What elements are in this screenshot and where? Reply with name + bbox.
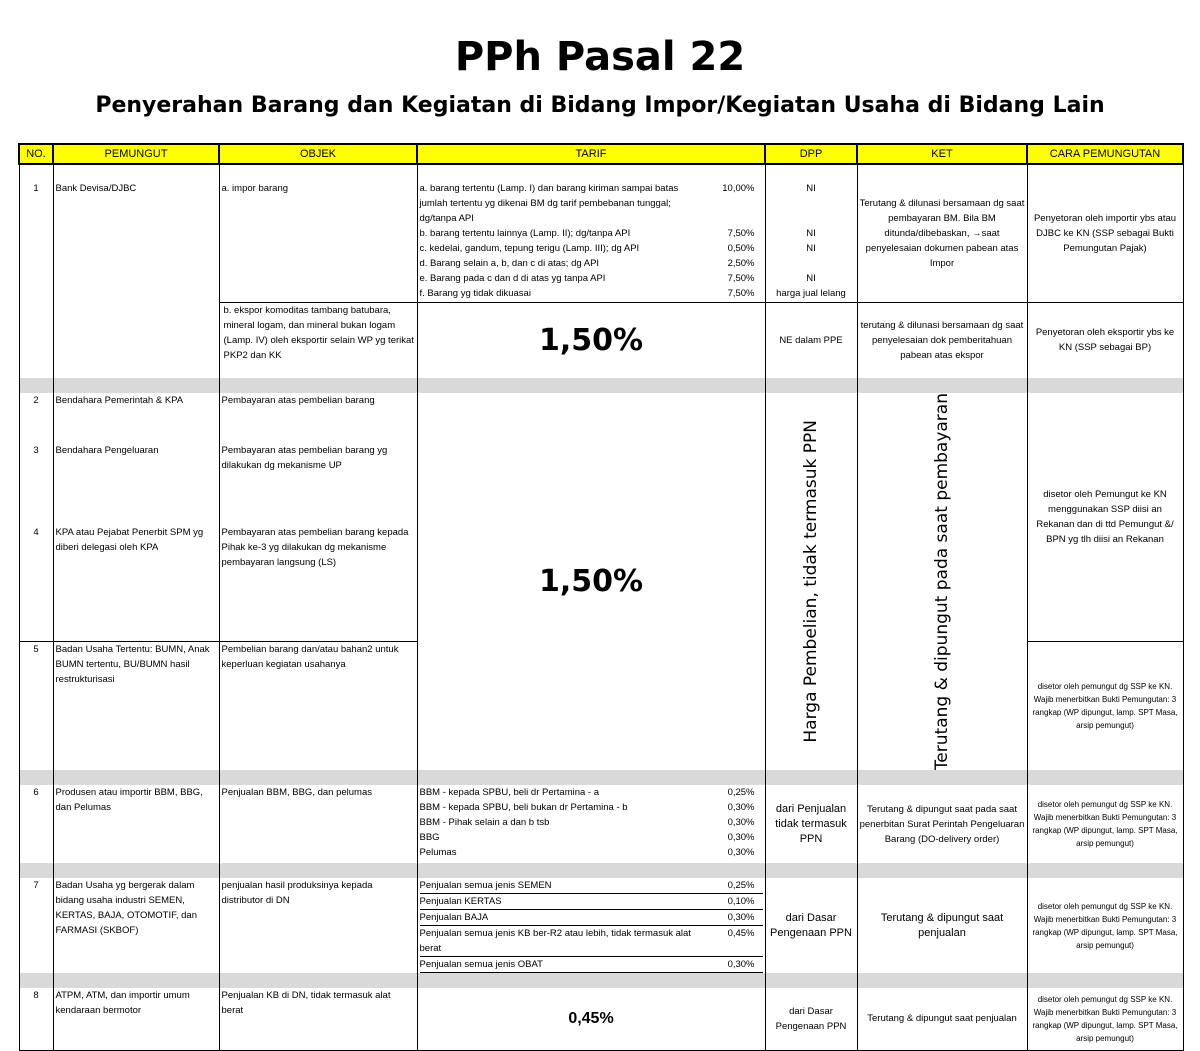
cara-cell: disetor oleh pemungut dg SSP ke KN. Wajib menerbitkan Bukti Pemungutan: 3 rangkap (WP dipungut, lamp. SPT Masa, arsip pemungut) bbox=[1027, 785, 1183, 863]
header-pemungut: PEMUNGUT bbox=[53, 144, 219, 164]
table-row bbox=[19, 302, 1183, 378]
header-objek: OBJEK bbox=[219, 144, 417, 164]
separator-row bbox=[19, 973, 1183, 988]
row-no: 7 bbox=[19, 878, 53, 973]
dpp-cell: NI NI NI NI harga jual lelang bbox=[765, 164, 857, 302]
table-row bbox=[19, 164, 1183, 302]
pemungut-cell: Badan Usaha yg bergerak dalam bidang usaha industri SEMEN, KERTAS, BAJA, OTOMOTIF, dan FARMASI (SKBOF) bbox=[53, 878, 219, 973]
ket-cell: Terutang & dipungut saat penjualan bbox=[857, 878, 1027, 973]
cara-cell: disetor oleh pemungut dg SSP ke KN. Wajib menerbitkan Bukti Pemungutan: 3 rangkap (WP dipungut, lamp. SPT Masa, arsip pemungut) bbox=[1027, 878, 1183, 973]
tarif-line: f. Barang yg tidak dikuasai 7,50% bbox=[419, 288, 755, 299]
tarif-value: 1,50% bbox=[417, 393, 765, 770]
cara-cell: disetor oleh Pemungut ke KN menggunakan SSP diisi an Rekanan dan di ttd Pemungut &/ BPN yg tlh diisi an Rekanan bbox=[1027, 393, 1183, 641]
ket-cell: Terutang & dipungut pada saat pembayaran bbox=[857, 393, 1027, 770]
objek-cell: Pembayaran atas pembelian barang kepada Pihak ke-3 yg dilakukan dg mekanisme pembayaran langsung (LS) bbox=[219, 525, 417, 641]
ket-cell: Terutang & dilunasi bersamaan dg saat pembayaran BM. Bila BM ditunda/dibebaskan, →saat penyelesaian dokumen pabean atas Impor bbox=[857, 164, 1027, 302]
header-dpp: DPP bbox=[765, 144, 857, 164]
row-no: 2 bbox=[19, 393, 53, 443]
ket-cell: Terutang & dipungut saat pada saat penerbitan Surat Perintah Pengeluaran Barang (DO-delivery order) bbox=[857, 785, 1027, 863]
pemungut-cell: KPA atau Pejabat Penerbit SPM yg diberi delegasi oleh KPA bbox=[53, 525, 219, 641]
tarif-cell bbox=[417, 785, 765, 863]
pph22-table bbox=[18, 143, 1184, 1051]
objek-cell: b. ekspor komoditas tambang batubara, mineral logam, dan mineral bukan logam (Lamp. IV) oleh eksportir selain WP yg terikat PKP2 dan KK bbox=[219, 302, 417, 378]
tarif-line: e. Barang pada c dan d di atas yg tanpa API 7,50% bbox=[419, 273, 755, 284]
tarif-line: Penjualan semua jenis OBAT 0,30% bbox=[420, 957, 763, 973]
page-subtitle: Penyerahan Barang dan Kegiatan di Bidang Impor/Kegiatan Usaha di Bidang Lain bbox=[95, 93, 1105, 118]
pemungut-cell: ATPM, ATM, dan importir umum kendaraan bermotor bbox=[53, 988, 219, 1050]
cara-cell: Penyetoran oleh eksportir ybs ke KN (SSP sebagai BP) bbox=[1027, 302, 1183, 378]
row-no: 4 bbox=[19, 525, 53, 641]
objek-cell: Pembayaran atas pembelian barang yg dilakukan dg mekanisme UP bbox=[219, 443, 417, 526]
objek-cell: Pembayaran atas pembelian barang bbox=[219, 393, 417, 443]
dpp-cell: dari Dasar Pengenaan PPN bbox=[765, 988, 857, 1050]
dpp-cell: dari Dasar Pengenaan PPN bbox=[765, 878, 857, 973]
row-no: 1 bbox=[19, 164, 53, 302]
objek-cell: Penjualan KB di DN, tidak termasuk alat berat bbox=[219, 988, 417, 1050]
table-row bbox=[19, 878, 1183, 973]
tarif-line: BBM - kepada SPBU, beli bukan dr Pertamina - b 0,30% bbox=[419, 802, 755, 814]
tarif-line: BBM - Pihak selain a dan b tsb 0,30% bbox=[419, 817, 755, 829]
objek-cell: a. impor barang bbox=[219, 164, 417, 302]
cara-cell: disetor oleh pemungut dg SSP ke KN. Wajib menerbitkan Bukti Pemungutan: 3 rangkap (WP dipungut, lamp. SPT Masa, arsip pemungut) bbox=[1027, 988, 1183, 1050]
pemungut-cell: Bendahara Pemerintah & KPA bbox=[53, 393, 219, 443]
table-row bbox=[19, 785, 1183, 863]
pemungut-cell: Bendahara Pengeluaran bbox=[53, 443, 219, 526]
objek-cell: Pembelian barang dan/atau bahan2 untuk keperluan kegiatan usahanya bbox=[219, 641, 417, 770]
objek-cell: Penjualan BBM, BBG, dan pelumas bbox=[219, 785, 417, 863]
tarif-line: Penjualan BAJA 0,30% bbox=[420, 910, 763, 926]
pemungut-cell: Produsen atau importir BBM, BBG, dan Pelumas bbox=[53, 785, 219, 863]
pemungut-cell: Badan Usaha Tertentu: BUMN, Anak BUMN tertentu, BU/BUMN hasil restrukturisasi bbox=[53, 641, 219, 770]
table-row bbox=[19, 988, 1183, 1050]
tarif-line: Penjualan KERTAS 0,10% bbox=[420, 894, 763, 910]
tarif-line: d. Barang selain a, b, dan c di atas; dg API 2,50% bbox=[419, 258, 755, 269]
row-no: 6 bbox=[19, 785, 53, 863]
cara-cell: disetor oleh pemungut dg SSP ke KN. Wajib menerbitkan Bukti Pemungutan: 3 rangkap (WP dipungut, lamp. SPT Masa, arsip pemungut) bbox=[1027, 641, 1183, 770]
tarif-value: 0,45% bbox=[417, 988, 765, 1050]
tarif-line: a. barang tertentu (Lamp. I) dan barang kiriman sampai batas jumlah tertentu yg dikenai BM dg tarif pembebanan tunggal; dg/tanpa API 10,00% bbox=[419, 183, 755, 224]
row-no: 3 bbox=[19, 443, 53, 526]
page-title: PPh Pasal 22 bbox=[454, 34, 746, 80]
pemungut-cell: Bank Devisa/DJBC bbox=[53, 164, 219, 302]
table-header-row bbox=[19, 144, 1183, 164]
header-tarif: TARIF bbox=[417, 144, 765, 164]
tarif-line: Penjualan semua jenis SEMEN 0,25% bbox=[420, 878, 763, 894]
separator-row bbox=[19, 770, 1183, 785]
tarif-line: BBG 0,30% bbox=[419, 832, 755, 844]
objek-cell: penjualan hasil produksinya kepada distributor di DN bbox=[219, 878, 417, 973]
dpp-cell: NE dalam PPE bbox=[765, 302, 857, 378]
separator-row bbox=[19, 863, 1183, 878]
dpp-cell: Harga Pembelian, tidak termasuk PPN bbox=[765, 393, 857, 770]
row-no: 5 bbox=[19, 641, 53, 770]
separator-row bbox=[19, 378, 1183, 393]
dpp-cell: dari Penjualan tidak termasuk PPN bbox=[765, 785, 857, 863]
tarif-line: BBM - kepada SPBU, beli dr Pertamina - a 0,25% bbox=[419, 787, 755, 799]
cara-cell: Penyetoran oleh importir ybs atau DJBC ke KN (SSP sebagai Bukti Pemungutan Pajak) bbox=[1027, 164, 1183, 302]
header-cara: CARA PEMUNGUTAN bbox=[1027, 144, 1183, 164]
ket-cell: terutang & dilunasi bersamaan dg saat penyelesaian dok pemberitahuan pabean atas ekspor bbox=[857, 302, 1027, 378]
header-no: NO. bbox=[19, 144, 53, 164]
tarif-cell bbox=[417, 878, 765, 973]
tarif-line: c. kedelai, gandum, tepung terigu (Lamp. III); dg API 0,50% bbox=[419, 243, 755, 254]
tarif-cell bbox=[417, 164, 765, 302]
tarif-line: Pelumas 0,30% bbox=[419, 847, 755, 859]
ket-cell: Terutang & dipungut saat penjualan bbox=[857, 988, 1027, 1050]
tarif-line: Penjualan semua jenis KB ber-R2 atau lebih, tidak termasuk alat berat 0,45% bbox=[420, 926, 763, 957]
row-no: 8 bbox=[19, 988, 53, 1050]
table-row bbox=[19, 393, 1183, 443]
tarif-value: 1,50% bbox=[417, 302, 765, 378]
header-ket: KET bbox=[857, 144, 1027, 164]
tarif-line: b. barang tertentu lainnya (Lamp. II); dg/tanpa API 7,50% bbox=[419, 228, 755, 239]
